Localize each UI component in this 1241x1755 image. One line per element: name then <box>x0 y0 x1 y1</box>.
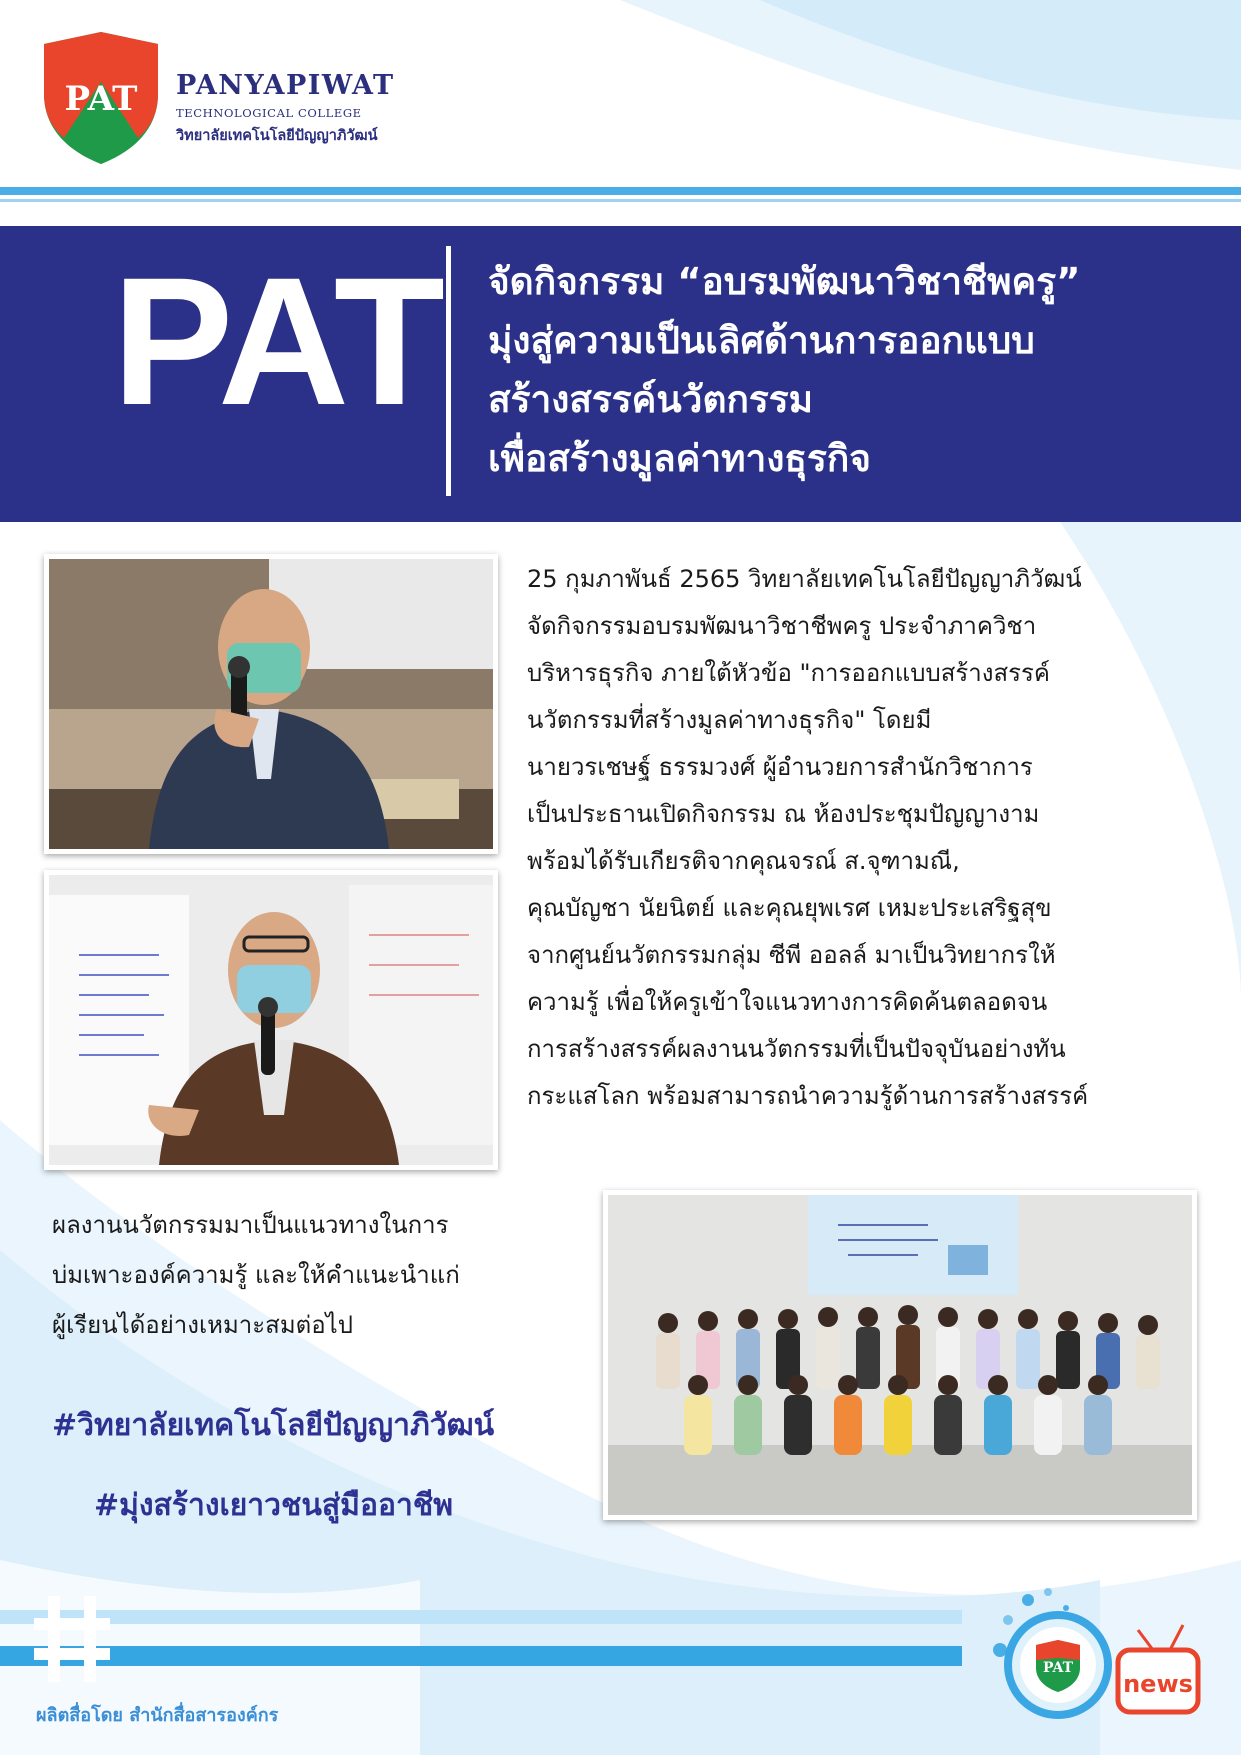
hash-icon <box>34 1596 110 1682</box>
article-line: กระแสโลก พร้อมสามารถนำความรู้ด้านการสร้างสรรค์ <box>527 1082 1089 1110</box>
article-body <box>527 556 1195 1120</box>
headline-line: เพื่อสร้างมูลค่าทางธุรกิจ <box>488 437 871 480</box>
hashtag-college: #วิทยาลัยเทคโนโลยีปัญญาภิวัฒน์ <box>52 1408 495 1443</box>
article-body-continued <box>52 1200 582 1350</box>
banner-divider <box>446 246 451 496</box>
article-line: คุณบัญชา นัยนิตย์ และคุณยุพเรศ เหมะประเสริฐสุข <box>527 894 1052 922</box>
hashtag-slogan: #มุ่งสร้างเยาวชนสู่มืออาชีพ <box>94 1488 453 1523</box>
article-line: บริหารธุรกิจ ภายใต้หัวข้อ "การออกแบบสร้างสรรค์ <box>527 659 1050 687</box>
brand-block <box>176 70 395 147</box>
article-line: ผลงานนวัตกรรมมาเป็นแนวทางในการ <box>52 1211 449 1239</box>
logo-text: PAT <box>64 79 138 119</box>
article-line: พร้อมได้รับเกียรติจากคุณจรณ์ ส.จุฑามณี, <box>527 847 960 875</box>
headline <box>488 252 1208 488</box>
footer-bar-light <box>0 1610 962 1624</box>
article-line: การสร้างสรรค์ผลงานนวัตกรรมที่เป็นปัจจุบันอย่างทัน <box>527 1035 1066 1063</box>
footer-credit: ผลิตสื่อโดย สำนักสื่อสารองค์กร <box>36 1705 279 1726</box>
article-line: เป็นประธานเปิดกิจกรรม ณ ห้องประชุมปัญญางาม <box>527 800 1040 828</box>
photo-speaker-1 <box>44 554 498 854</box>
pat-shield-logo <box>42 30 160 166</box>
news-logo-text: news <box>1123 1670 1193 1698</box>
pat-news-logo <box>988 1580 1208 1730</box>
brand-name: PANYAPIWAT <box>176 70 395 101</box>
footer-bar <box>0 1646 962 1666</box>
header-stripe <box>0 187 1241 195</box>
article-line: ผู้เรียนได้อย่างเหมาะสมต่อไป <box>52 1311 353 1339</box>
title-banner <box>0 226 1241 522</box>
photo-speaker-2 <box>44 870 498 1170</box>
article-line: จัดกิจกรรมอบรมพัฒนาวิชาชีพครู ประจำภาควิชา <box>527 612 1037 640</box>
header-stripe-thin <box>0 199 1241 202</box>
news-logo-pat: PAT <box>1042 1660 1074 1676</box>
banner-pat-text: PAT <box>112 239 443 443</box>
article-line: 25 กุมภาพันธ์ 2565 วิทยาลัยเทคโนโลยีปัญญาภิวัฒน์ <box>527 565 1082 593</box>
article-line: นายวรเชษฐ์ ธรรมวงศ์ ผู้อำนวยการสำนักวิชาการ <box>527 753 1033 781</box>
article-line: ความรู้ เพื่อให้ครูเข้าใจแนวทางการคิดค้นตลอดจน <box>527 988 1048 1016</box>
headline-line: สร้างสรรค์นวัตกรรม <box>488 378 814 421</box>
brand-subtitle: TECHNOLOGICAL COLLEGE <box>176 106 362 120</box>
brand-thai-name: วิทยาลัยเทคโนโลยีปัญญาภิวัฒน์ <box>176 128 378 144</box>
article-line: จากศูนย์นวัตกรรมกลุ่ม ซีพี ออลล์ มาเป็นวิทยากรให้ <box>527 941 1056 969</box>
article-line: นวัตกรรมที่สร้างมูลค่าทางธุรกิจ" โดยมี <box>527 706 932 734</box>
headline-line: จัดกิจกรรม “อบรมพัฒนาวิชาชีพครู” <box>488 260 1081 303</box>
article-line: บ่มเพาะองค์ความรู้ และให้คำแนะนำแก่ <box>52 1261 460 1289</box>
photo-group <box>603 1190 1197 1520</box>
headline-line: มุ่งสู่ความเป็นเลิศด้านการออกแบบ <box>488 319 1035 362</box>
